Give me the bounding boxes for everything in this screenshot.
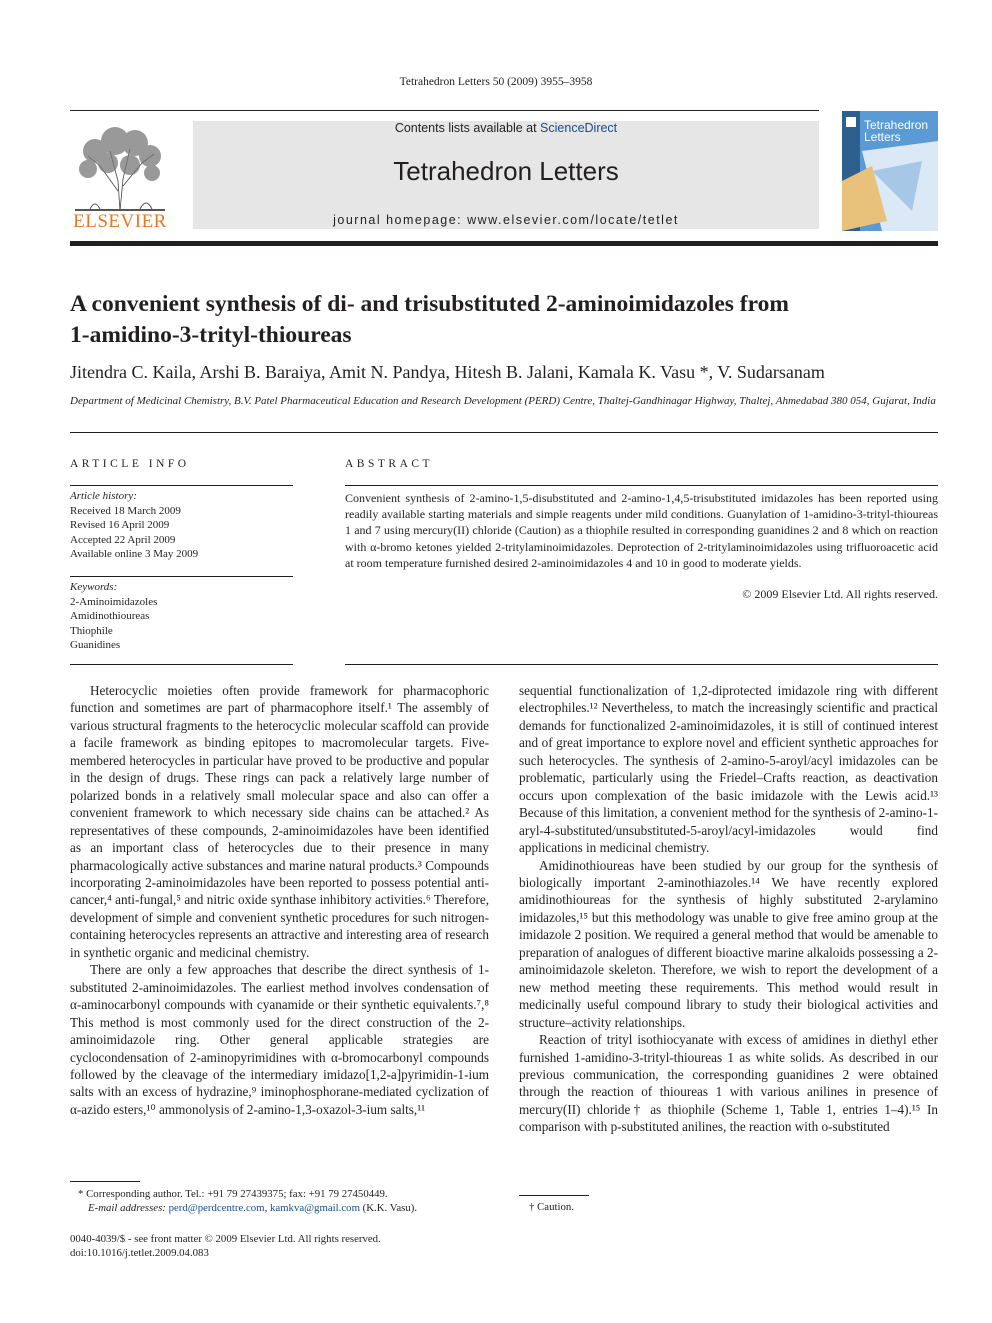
bottom-info xyxy=(70,1232,489,1260)
history-revised: Revised 16 April 2009 xyxy=(70,519,170,531)
abstract-text: Convenient synthesis of 2-amino-1,5-disubstituted and 2-amino-1,4,5-trisubstituted imidazoles has been reported using readily available starting materials and simple reagents under mild conditions. Guanylation of 1-amidino-3-trityl-thioureas 1 and 7 using mercury(II) chloride (Caution) as a thiophile resulted in corresponding guanidines 2 and 8 which on reaction with α-bromo ketones yielded 2-tritylaminoimidazoles. Deprotection of 2-tritylaminoimidazoles using trifluoroacetic acid at room temperature furnished desired 2-aminoimidazoles 4 and 10 in good to moderate yields. xyxy=(345,491,938,570)
footnote-rule-left xyxy=(70,1181,140,1182)
body-paragraph: Amidinothioureas have been studied by our group for the synthesis of biologically important 2-aminothiazoles.¹⁴ We have recently explored amidinothioureas for the synthesis of highly substituted 2-arylamino imidazoles,¹⁵ but this methodology was unable to give free amino group at the imidazole 2 position. We required a general method that would be amenable to preparation of analogues of different bioactive marine alkaloids possessing a 2-aminoimidazole skeleton. Therefore, we wish to report the development of a new method meeting these requirements. This method would result in medicinally useful compound library to study their biological activities and structure–activity relationships. xyxy=(519,857,938,1030)
abstract-bottom-rule xyxy=(345,664,938,665)
article-history xyxy=(70,489,293,562)
keywords-rule xyxy=(70,576,293,577)
history-online: Available online 3 May 2009 xyxy=(70,548,199,560)
affiliation: Department of Medicinal Chemistry, B.V. Patel Pharmaceutical Education and Research Development (PERD) Centre, Thaltej-Gandhinagar Highway, Thaltej, Ahmedabad 380 054, Gujarat, India xyxy=(70,395,936,407)
journal-reference: Tetrahedron Letters 50 (2009) 3955–3958 xyxy=(399,76,593,88)
keyword-item: Guanidines xyxy=(70,639,121,651)
elsevier-wordmark: ELSEVIER xyxy=(73,211,167,232)
affiliation-rule xyxy=(70,432,938,433)
abstract-copyright: © 2009 Elsevier Ltd. All rights reserved. xyxy=(742,587,938,601)
issn-line: 0040-4039/$ - see front matter © 2009 Elsevier Ltd. All rights reserved. xyxy=(70,1233,381,1245)
sciencedirect-link[interactable]: ScienceDirect xyxy=(540,121,618,135)
body-paragraph: sequential functionalization of 1,2-diprotected imidazole ring with different electrophiles.¹² Nevertheless, to match the increasingly scientific and practical demands for functionalized 2-aminoimidazoles, it is still of continued interest and of great importance to explore novel and efficient synthetic approaches for such heterocycles. The synthesis of 2-amino-5-aroyl/acyl imidazoles can be problematic, particularly using the Friedel–Crafts reaction, as deactivation occurs upon complexation of the basic imidazole with the Lewis acid.¹³ Because of this limitation, a convenient method for the synthesis of 2-amino-1-aryl-4-substituted/unsubstituted-5-aroyl/acyl-imidazoles would find applications in medicinal chemistry. xyxy=(519,683,938,856)
keyword-item: 2-Aminoimidazoles xyxy=(70,595,158,608)
elsevier-logo xyxy=(70,121,170,233)
email-label: E-mail addresses: xyxy=(88,1202,169,1214)
header-top-rule xyxy=(70,110,819,111)
email-suffix: (K.K. Vasu). xyxy=(359,1202,418,1214)
contents-line xyxy=(193,121,819,135)
journal-homepage[interactable]: journal homepage: www.elsevier.com/locate/tetlet xyxy=(333,213,679,227)
article-title-line2: 1-amidino-3-trityl-thioureas xyxy=(70,322,352,348)
email-separator: , xyxy=(264,1202,270,1214)
abstract-heading: ABSTRACT xyxy=(345,458,434,470)
keywords xyxy=(70,580,293,653)
corresponding-author: * Corresponding author. Tel.: +91 79 27439375; fax: +91 79 27450449. xyxy=(78,1188,388,1200)
email-link[interactable]: kamkva@gmail.com xyxy=(269,1202,360,1214)
email-link[interactable]: perd@perdcentre.com xyxy=(168,1202,265,1214)
author-list: Jitendra C. Kaila, Arshi B. Baraiya, Amit N. Pandya, Hitesh B. Jalani, Kamala K. Vasu *, V. Sudarsanam xyxy=(70,362,825,382)
article-title xyxy=(70,289,938,351)
keyword-item: Thiophile xyxy=(70,624,113,637)
keyword-item: Amidinothioureas xyxy=(70,610,150,622)
footnote-rule-right xyxy=(519,1195,589,1196)
article-info-heading: ARTICLE INFO xyxy=(70,458,190,470)
body-paragraph: There are only a few approaches that describe the direct synthesis of 1-substituted 2-aminoimidazoles. The earliest method involves condensation of α-aminocarbonyl compounds with cyanamide or their synthetic equivalents.⁷,⁸ This method is most commonly used for the direct construction of the 2-aminoimidazole ring. Other general applicable strategies are cyclocondensation of 2-aminopyrimidines with α-bromocarbonyl compounds followed by the cleavage of the intermediary imidazo[1,2-a]pyrimidin-1-ium salts with an excess of hydrazine,⁹ iminophosphorane-mediated cyclization of α-azido esters,¹⁰ ammonolysis of 2-amino-1,3-oxazol-3-ium salts,¹¹ xyxy=(70,962,489,1117)
email-line xyxy=(70,1201,489,1215)
body-paragraph: Heterocyclic moieties often provide framework for pharmacophoric function and sometimes are part of pharmacophore itself.¹ The assembly of various structural fragments to the heterocyclic molecular scaffold can provide a facile framework as binding epitopes to macromolecular targets. Five-membered heterocycles in particular have proved to be productive and popular in the design of drugs. These rings can pack a relatively large number of polarized bonds in a relatively small molecular space and also can offer a convenient framework to which necessary side chains can be attached.² As representatives of these compounds, 2-aminoimidazoles have been identified as an important class of heterocycles due to their presence in many pharmacologically active substances and marine natural products.³ Compounds incorporating 2-aminoimidazoles have been reported to possess potential anti-cancer,⁴ anti-fungal,⁵ and nitric oxide synthase inhibitory activities.⁶ Therefore, development of simple and convenient synthetic procedures for such nitrogen-containing heterocycles represents an attractive and interesting area of research in synthetic organic and medicinal chemistry. xyxy=(70,683,489,960)
article-title-line1: A convenient synthesis of di- and trisubstituted 2-aminoimidazoles from xyxy=(70,291,789,317)
cover-title-line1: Tetrahedron xyxy=(864,118,929,132)
header-thick-rule xyxy=(70,241,938,246)
body-left-column xyxy=(70,682,489,1118)
article-info-rule xyxy=(70,485,293,486)
cover-title-line2: Letters xyxy=(864,130,901,144)
doi-line[interactable]: doi:10.1016/j.tetlet.2009.04.083 xyxy=(70,1247,209,1259)
history-received: Received 18 March 2009 xyxy=(70,504,181,517)
history-label: Article history: xyxy=(70,490,137,502)
article-info-bottom-rule xyxy=(70,664,293,665)
history-accepted: Accepted 22 April 2009 xyxy=(70,533,176,546)
footnote-corresponding xyxy=(70,1187,489,1215)
cover-title xyxy=(864,119,936,143)
journal-title: Tetrahedron Letters xyxy=(393,156,619,186)
body-paragraph: Reaction of trityl isothiocyanate with excess of amidines in diethyl ether furnished 1-amidino-3-trityl-thioureas 1 as white solids. As described in our previous communication, the corresponding guanidines 2 were obtained through the reaction of thioureas 1 with various anilines in presence of mercury(II) chloride† as thiophile (Scheme 1, Table 1, entries 1–4).¹⁵ In comparison with p-substituted anilines, the reaction with o-substituted xyxy=(519,1032,938,1135)
contents-prefix: Contents lists available at xyxy=(394,121,541,135)
keywords-label: Keywords: xyxy=(70,581,118,593)
footnote-caution: † Caution. xyxy=(529,1201,574,1213)
journal-cover xyxy=(842,111,938,231)
abstract-rule xyxy=(345,485,938,486)
body-right-column xyxy=(519,682,938,1136)
